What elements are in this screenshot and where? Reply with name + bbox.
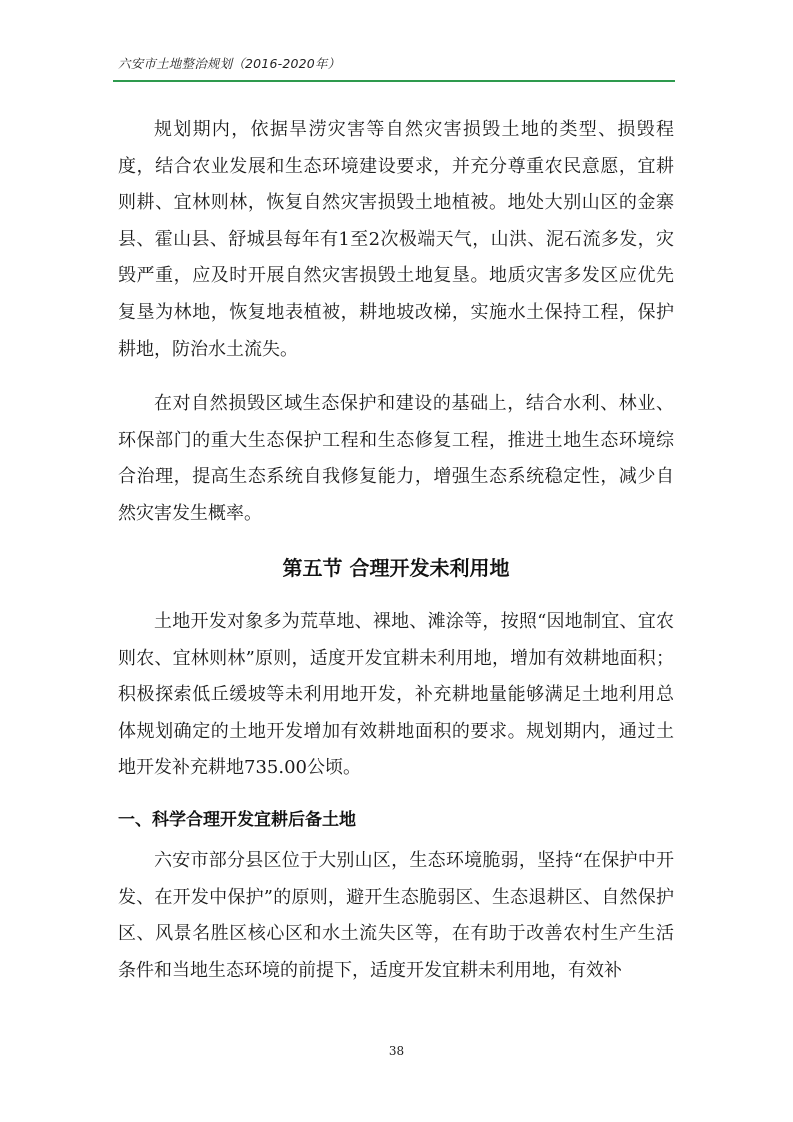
paragraph-text: 六安市部分县区位于大别山区，生态环境脆弱，坚持“在保护中开发、在开发中保护”的原则，避开生态脆弱区、生态退耕区、自然保护区、风景名胜区核心区和水土流失区等，在有助于改善农村生产生活条件和当地生态环境的前提下，适度开发宜耕未利用地，有效补: [118, 850, 674, 981]
paragraph-disaster-reclamation: [118, 112, 674, 368]
running-header: 六安市土地整治规划（2016-2020年）: [118, 56, 341, 71]
paragraph-text: 土地开发对象多为荒草地、裸地、滩涂等，按照“因地制宜、宜农则农、宜林则林”原则，适度开发宜耕未利用地，增加有效耕地面积；积极探索低丘缓坡等未利用地开发，补充耕地量能够满足土地利用总体规划确定的土地开发增加有效耕地面积的要求。规划期内，通过土地开发补充耕地735.00公顷。: [118, 611, 674, 779]
paragraph-dabie-mountain: [118, 843, 674, 989]
paragraph-ecological-governance: [118, 386, 674, 532]
paragraph-text: 规划期内，依据旱涝灾害等自然灾害损毁土地的类型、损毁程度，结合农业发展和生态环境建设要求，并充分尊重农民意愿，宜耕则耕、宜林则林，恢复自然灾害损毁土地植被。地处大别山区的金寨县、霍山县、舒城县每年有1至2次极端天气，山洪、泥石流多发，灾毁严重，应及时开展自然灾害损毁土地复垦。地质灾害多发区应优先复垦为林地，恢复地表植被，耕地坡改梯，实施水土保持工程，保护耕地，防治水土流失。: [118, 119, 674, 360]
sub-heading-block: [118, 805, 674, 835]
section-heading-block: [118, 553, 674, 583]
sub-heading: 一、科学合理开发宜耕后备土地: [118, 810, 356, 830]
header-divider: [113, 80, 675, 82]
paragraph-text: 在对自然损毁区域生态保护和建设的基础上，结合水利、林业、环保部门的重大生态保护工程和生态修复工程，推进土地生态环境综合治理，提高生态系统自我修复能力，增强生态系统稳定性，减少自然灾害发生概率。: [118, 393, 674, 524]
page-number: 38: [388, 1044, 405, 1058]
paragraph-land-development: [118, 604, 674, 787]
section-heading: 第五节 合理开发未利用地: [282, 556, 510, 580]
